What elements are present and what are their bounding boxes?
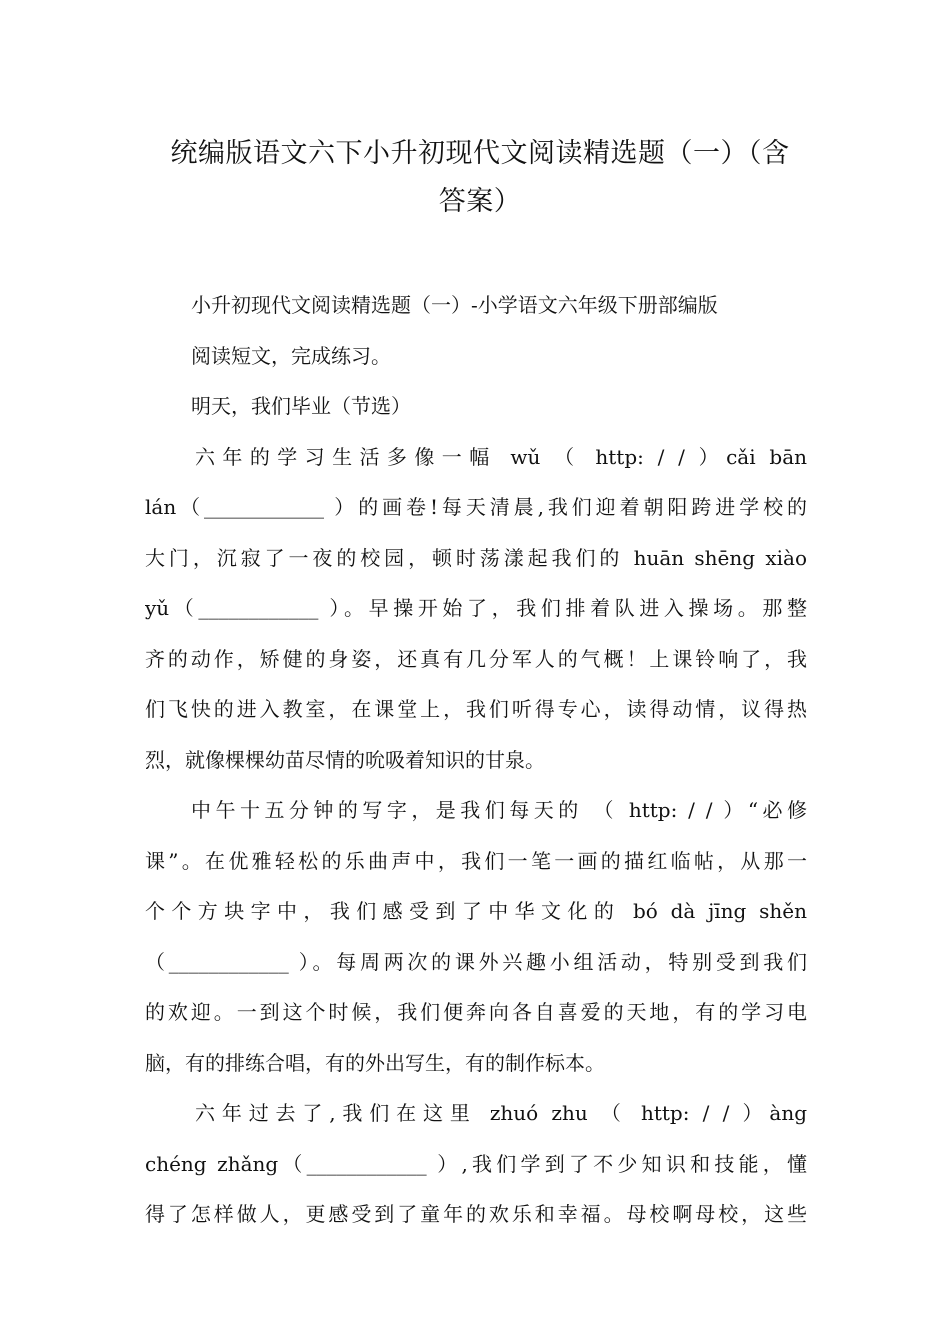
paragraph-line: 大门，沉寂了一夜的校园，顿时荡漾起我们的 huān shēng xiào <box>145 545 807 570</box>
paragraph-line: 得了怎样做人，更感受到了童年的欢乐和幸福。母校啊母校，这些 <box>145 1202 807 1226</box>
paragraph-line: yǔ（____________ ）。早操开始了，我们排着队进入操场。那整 <box>145 596 807 620</box>
paragraph-line: 六年的学习生活多像一幅 wǔ （ http: / / ）cǎi bān <box>195 444 807 469</box>
title-line-2: 答案） <box>438 186 522 217</box>
paragraph-line: 烈，就像棵棵幼苗尽情的吮吸着知识的甘泉。 <box>145 747 545 772</box>
paragraph-line: lán（____________ ）的画卷!每天清晨,我们迎着朝阳跨进学校的 <box>145 495 807 519</box>
subtitle-line: 小升初现代文阅读精选题（一）-小学语文六年级下册部编版 <box>191 293 718 317</box>
instruction-line: 阅读短文，完成练习。 <box>191 343 391 368</box>
paragraph-line: 们飞快的进入教室，在课堂上，我们听得专心，读得动情，议得热 <box>145 697 807 721</box>
paragraph-line: 齐的动作，矫健的身姿，还真有几分军人的气概！上课铃响了，我 <box>145 646 807 671</box>
paragraph-line: 脑，有的排练合唱，有的外出写生，有的制作标本。 <box>145 1050 605 1075</box>
paragraph-line: chéng zhǎng（____________ ）,我们学到了不少知识和技能，懂 <box>145 1151 807 1176</box>
paragraph-line: 六年过去了,我们在这里 zhuó zhu （ http: / / ）àng <box>195 1101 807 1125</box>
title-line-1: 统编版语文六下小升初现代文阅读精选题（一）（含 <box>170 138 790 169</box>
paragraph-line: 中午十五分钟的写字，是我们每天的 （ http: / / ）“必修 <box>191 798 807 822</box>
paragraph-line: （____________ ）。每周两次的课外兴趣小组活动，特别受到我们 <box>145 949 807 974</box>
paragraph-line: 的欢迎。一到这个时候，我们便奔向各自喜爱的天地，有的学习电 <box>145 1000 807 1024</box>
paragraph-line: 个个方块字中，我们感受到了中华文化的 bó dà jīng shěn <box>145 899 807 923</box>
paragraph-line: 课”。在优雅轻松的乐曲声中，我们一笔一画的描红临帖，从那一 <box>145 848 807 873</box>
document-body <box>145 280 807 1240</box>
passage-title: 明天，我们毕业（节选） <box>191 394 411 418</box>
document-title <box>150 130 810 226</box>
